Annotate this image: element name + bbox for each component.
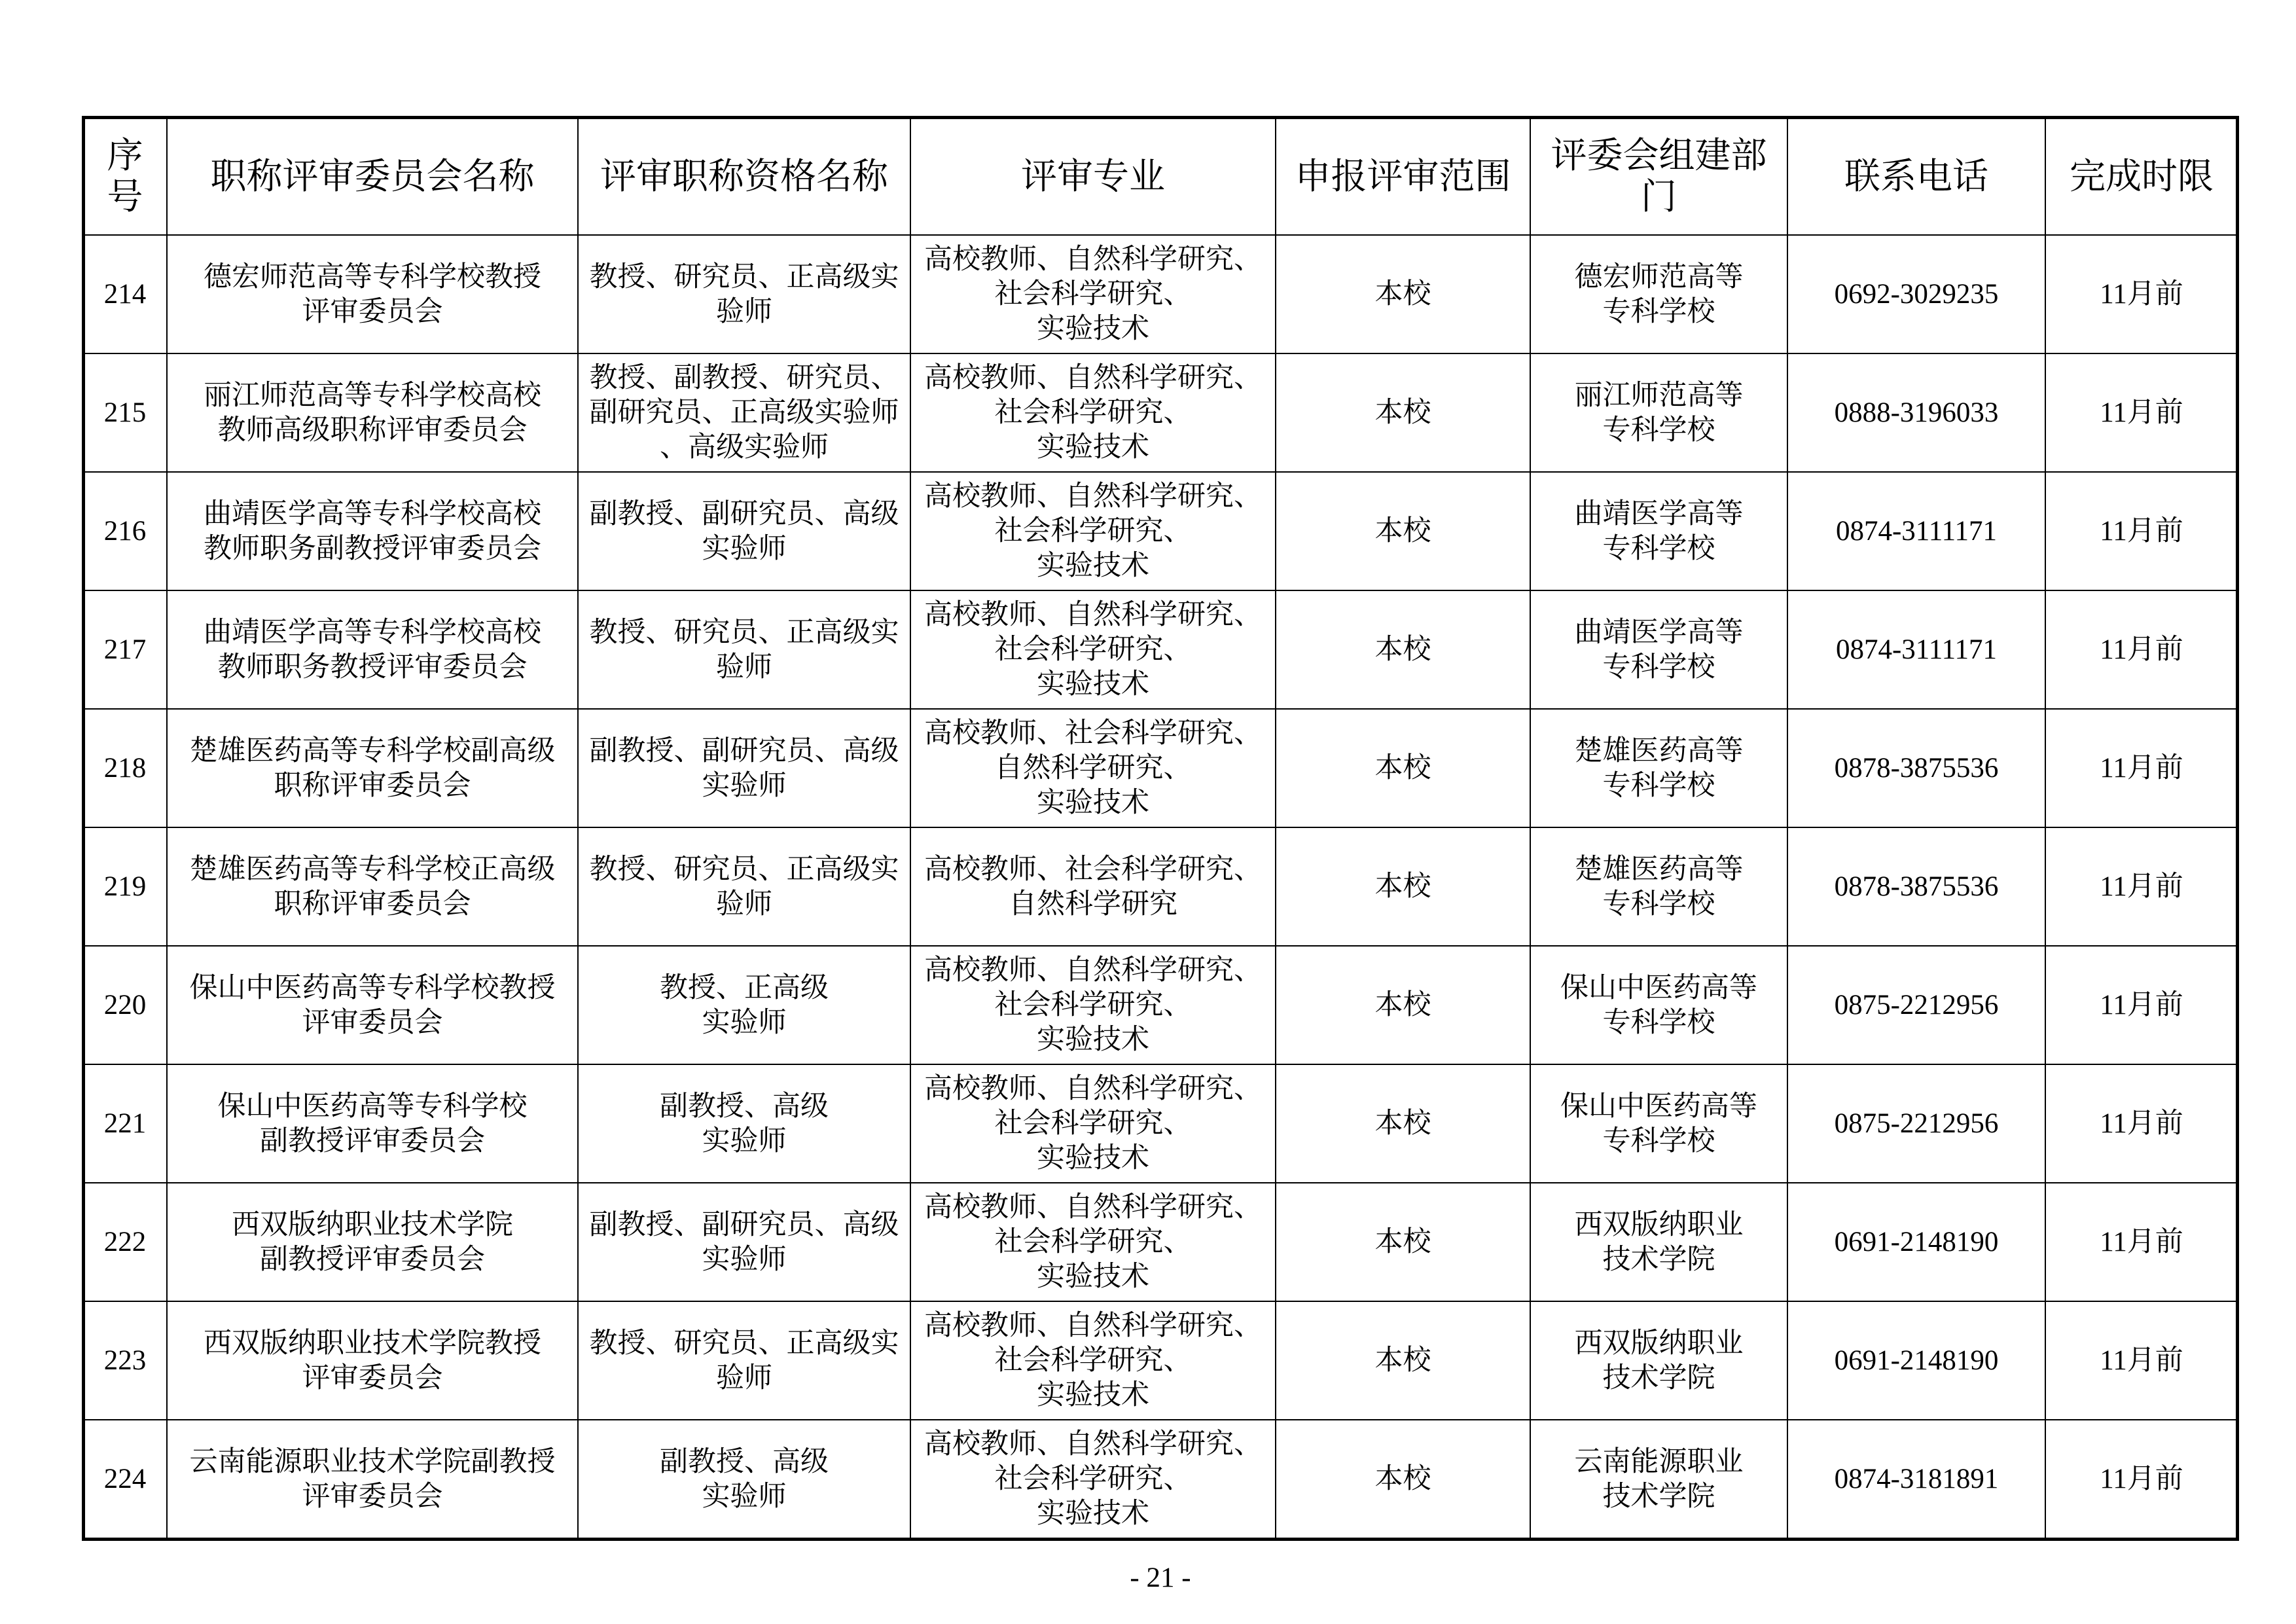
cell-contact-phone: 0874-3181891 [1788,1420,2046,1538]
cell-contact-phone: 0888-3196033 [1788,354,2046,471]
cell-committee-name: 曲靖医学高等专科学校高校 教师职务教授评审委员会 [168,591,579,708]
cell-committee-name: 西双版纳职业技术学院教授 评审委员会 [168,1302,579,1419]
cell-application-scope: 本校 [1276,947,1531,1064]
cell-review-specialty: 高校教师、自然科学研究、 社会科学研究、 实验技术 [911,354,1276,471]
cell-serial-number: 224 [84,1420,168,1538]
cell-contact-phone: 0874-3111171 [1788,473,2046,590]
cell-qualification-name: 教授、正高级 实验师 [579,947,911,1064]
table-row [84,1065,2237,1183]
cell-deadline: 11月前 [2100,634,2183,665]
cell-application-scope: 本校 [1276,1420,1531,1538]
cell-organizing-department: 丽江师范高等 专科学校 [1531,354,1788,471]
cell-review-specialty: 高校教师、自然科学研究、 社会科学研究、 实验技术 [911,1302,1276,1419]
table-header-row [84,118,2237,236]
cell-organizing-department: 德宏师范高等 专科学校 [1531,236,1788,353]
cell-organizing-department: 西双版纳职业 技术学院 [1531,1183,1788,1301]
cell-application-scope: 本校 [1276,354,1531,471]
cell-committee-name: 德宏师范高等专科学校教授 评审委员会 [168,236,579,353]
cell-organizing-department: 楚雄医药高等 专科学校 [1531,828,1788,945]
header-qualification-name: 评审职称资格名称 [579,118,911,234]
cell-review-specialty: 高校教师、自然科学研究、 社会科学研究、 实验技术 [911,473,1276,590]
cell-application-scope: 本校 [1276,236,1531,353]
cell-deadline: 11月前 [2100,1227,2183,1257]
table-row [84,1302,2237,1420]
cell-committee-name: 曲靖医学高等专科学校高校 教师职务副教授评审委员会 [168,473,579,590]
header-serial-number: 序 号 [84,118,168,234]
cell-application-scope: 本校 [1276,828,1531,945]
table-row [84,1183,2237,1302]
cell-serial-number: 220 [84,947,168,1064]
cell-qualification-name: 副教授、副研究员、高级 实验师 [579,710,911,827]
cell-organizing-department: 保山中医药高等 专科学校 [1531,1065,1788,1182]
cell-deadline: 11月前 [2100,871,2183,902]
header-review-specialty: 评审专业 [911,118,1276,234]
cell-serial-number: 223 [84,1302,168,1419]
cell-committee-name: 丽江师范高等专科学校高校 教师高级职称评审委员会 [168,354,579,471]
cell-deadline: 11月前 [2100,1108,2183,1139]
cell-deadline: 11月前 [2100,1345,2183,1376]
cell-qualification-name: 副教授、高级 实验师 [579,1065,911,1182]
cell-contact-phone: 0874-3111171 [1788,591,2046,708]
cell-deadline: 11月前 [2100,1464,2183,1494]
cell-serial-number: 222 [84,1183,168,1301]
cell-review-specialty: 高校教师、自然科学研究、 社会科学研究、 实验技术 [911,236,1276,353]
cell-deadline: 11月前 [2100,990,2183,1020]
cell-serial-number: 221 [84,1065,168,1182]
cell-organizing-department: 云南能源职业 技术学院 [1531,1420,1788,1538]
cell-application-scope: 本校 [1276,1183,1531,1301]
cell-committee-name: 楚雄医药高等专科学校正高级 职称评审委员会 [168,828,579,945]
table-row [84,354,2237,473]
cell-review-specialty: 高校教师、社会科学研究、 自然科学研究 [911,828,1276,945]
cell-contact-phone: 0878-3875536 [1788,828,2046,945]
cell-serial-number: 219 [84,828,168,945]
cell-committee-name: 保山中医药高等专科学校教授 评审委员会 [168,947,579,1064]
cell-review-specialty: 高校教师、社会科学研究、 自然科学研究、 实验技术 [911,710,1276,827]
header-deadline: 完成时限 [2069,154,2214,197]
cell-application-scope: 本校 [1276,1065,1531,1182]
cell-application-scope: 本校 [1276,710,1531,827]
cell-organizing-department: 西双版纳职业 技术学院 [1531,1302,1788,1419]
cell-committee-name: 保山中医药高等专科学校 副教授评审委员会 [168,1065,579,1182]
cell-serial-number: 215 [84,354,168,471]
committee-table [84,118,2237,1539]
cell-organizing-department: 保山中医药高等 专科学校 [1531,947,1788,1064]
table-row [84,947,2237,1065]
cell-qualification-name: 教授、研究员、正高级实 验师 [579,236,911,353]
cell-qualification-name: 教授、研究员、正高级实 验师 [579,1302,911,1419]
header-contact-phone: 联系电话 [1788,118,2046,234]
table-row [84,710,2237,828]
cell-qualification-name: 副教授、高级 实验师 [579,1420,911,1538]
cell-organizing-department: 楚雄医药高等 专科学校 [1531,710,1788,827]
cell-qualification-name: 教授、研究员、正高级实 验师 [579,828,911,945]
cell-contact-phone: 0691-2148190 [1788,1302,2046,1419]
cell-deadline: 11月前 [2100,279,2183,310]
table-row [84,236,2237,354]
page-number: - 21 - [1130,1562,1191,1593]
cell-contact-phone: 0875-2212956 [1788,947,2046,1064]
cell-qualification-name: 教授、副教授、研究员、 副研究员、正高级实验师 、高级实验师 [579,354,911,471]
cell-application-scope: 本校 [1276,1302,1531,1419]
cell-serial-number: 216 [84,473,168,590]
cell-review-specialty: 高校教师、自然科学研究、 社会科学研究、 实验技术 [911,947,1276,1064]
cell-committee-name: 西双版纳职业技术学院 副教授评审委员会 [168,1183,579,1301]
cell-contact-phone: 0875-2212956 [1788,1065,2046,1182]
cell-deadline: 11月前 [2100,397,2183,428]
header-committee-name: 职称评审委员会名称 [168,118,579,234]
cell-contact-phone: 0692-3029235 [1788,236,2046,353]
cell-contact-phone: 0878-3875536 [1788,710,2046,827]
cell-application-scope: 本校 [1276,591,1531,708]
cell-review-specialty: 高校教师、自然科学研究、 社会科学研究、 实验技术 [911,1183,1276,1301]
cell-review-specialty: 高校教师、自然科学研究、 社会科学研究、 实验技术 [911,1065,1276,1182]
cell-contact-phone: 0691-2148190 [1788,1183,2046,1301]
table-row [84,473,2237,591]
cell-deadline: 11月前 [2100,753,2183,784]
cell-serial-number: 214 [84,236,168,353]
header-application-scope: 申报评审范围 [1276,118,1531,234]
cell-organizing-department: 曲靖医学高等 专科学校 [1531,473,1788,590]
cell-committee-name: 云南能源职业技术学院副教授 评审委员会 [168,1420,579,1538]
cell-qualification-name: 副教授、副研究员、高级 实验师 [579,473,911,590]
cell-qualification-name: 副教授、副研究员、高级 实验师 [579,1183,911,1301]
cell-serial-number: 217 [84,591,168,708]
cell-review-specialty: 高校教师、自然科学研究、 社会科学研究、 实验技术 [911,591,1276,708]
cell-qualification-name: 教授、研究员、正高级实 验师 [579,591,911,708]
cell-deadline: 11月前 [2100,516,2183,547]
table-row [84,1420,2237,1539]
cell-serial-number: 218 [84,710,168,827]
table-row [84,591,2237,710]
cell-committee-name: 楚雄医药高等专科学校副高级 职称评审委员会 [168,710,579,827]
table-row [84,828,2237,947]
cell-review-specialty: 高校教师、自然科学研究、 社会科学研究、 实验技术 [911,1420,1276,1538]
header-organizing-department: 评委会组建部 门 [1531,118,1788,234]
cell-organizing-department: 曲靖医学高等 专科学校 [1531,591,1788,708]
cell-application-scope: 本校 [1276,473,1531,590]
